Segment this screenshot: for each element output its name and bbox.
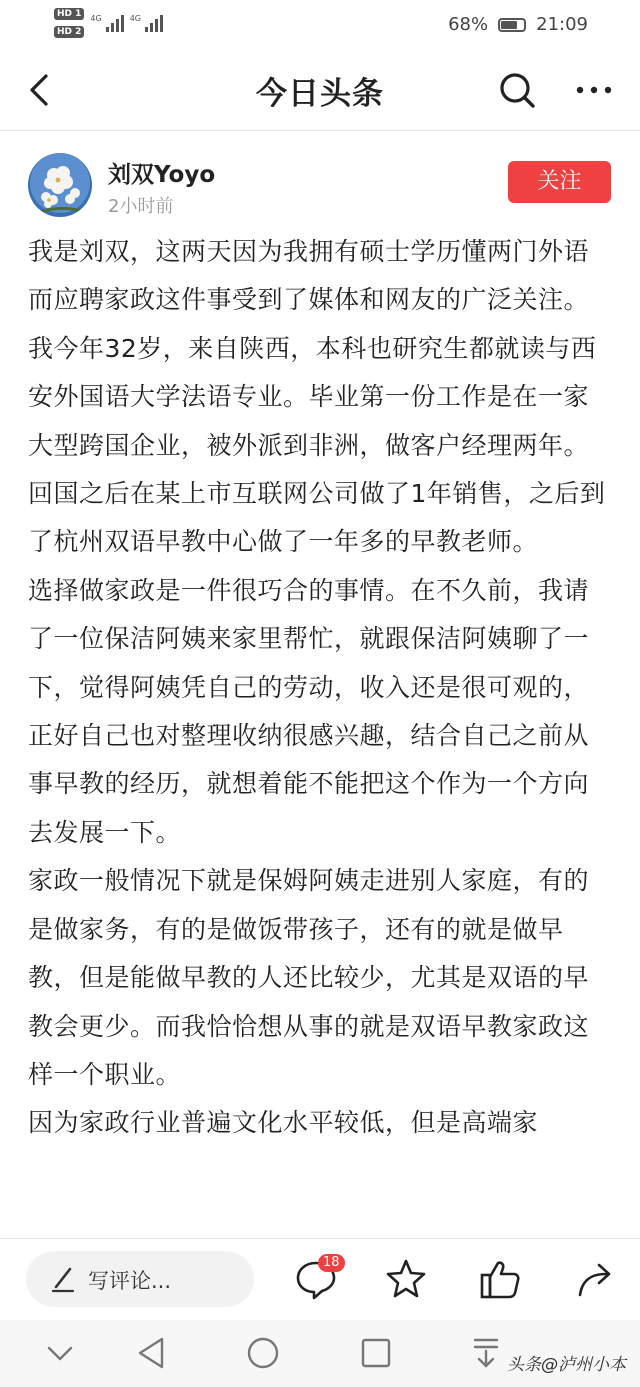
recent-apps-icon[interactable]: [360, 1337, 392, 1369]
article-paragraph: 我今年32岁，来自陕西，本科也研究生都就读与西安外国语大学法语专业。毕业第一份工作是在一家大型跨国企业，被外派到非洲，做客户经理两年。回国之后在某上市互联网公司做了1年销售，之后到了杭州双语早教中心做了一年多的早教老师。: [28, 333, 606, 557]
signal-icon: [90, 14, 123, 32]
pencil-icon: [50, 1265, 76, 1293]
avatar[interactable]: [28, 153, 92, 217]
download-icon[interactable]: [472, 1336, 500, 1370]
chevron-down-icon[interactable]: [46, 1340, 74, 1366]
article-paragraph: 我是刘双，这两天因为我拥有硕士学历懂两门外语而应聘家政这件事受到了媒体和网友的广泛关注。: [28, 237, 590, 315]
top-nav: [0, 50, 640, 131]
comment-count-badge: 18: [318, 1254, 345, 1272]
back-triangle-icon[interactable]: [136, 1336, 166, 1370]
star-icon[interactable]: [384, 1257, 428, 1301]
network1-label: 4G: [90, 14, 102, 23]
clock: 21:09: [536, 14, 588, 35]
share-icon[interactable]: [574, 1257, 618, 1301]
thumbs-up-icon[interactable]: [478, 1257, 522, 1301]
sim2-label: HD 2: [54, 26, 84, 38]
article-paragraph: 选择做家政是一件很巧合的事情。在不久前，我请了一位保洁阿姨来家里帮忙，就跟保洁阿姨聊了一下，觉得阿姨凭自己的劳动，收入还是很可观的，正好自己也对整理收纳很感兴趣，结合自己之前从事早教的经历，就想着能不能把这个作为一个方向去发展一下。: [28, 575, 590, 847]
battery-percent: 68%: [448, 14, 489, 35]
author-name[interactable]: 刘双Yoyo: [108, 162, 216, 188]
watermark: 头条@泸州小本: [507, 1355, 626, 1375]
home-circle-icon[interactable]: [246, 1336, 280, 1370]
action-bar: [0, 1238, 640, 1321]
article-paragraph: 家政一般情况下就是保姆阿姨走进别人家庭，有的是做家务，有的是做饭带孩子，还有的就是做早教，但是能做早教的人还比较少，尤其是双语的早教会更少。而我恰恰想从事的就是双语早教家政这样一个职业。: [28, 866, 590, 1089]
more-icon[interactable]: [574, 70, 614, 110]
sim1-label: HD 1: [54, 8, 84, 20]
network2-label: 4G: [129, 14, 141, 23]
signal-area: [54, 8, 163, 38]
battery-icon: [498, 18, 526, 32]
search-icon[interactable]: [497, 70, 537, 110]
article-paragraph: 因为家政行业普遍文化水平较低，但是高端家: [28, 1108, 539, 1138]
post-time: 2小时前: [108, 196, 174, 217]
page-title: 今日头条: [256, 76, 384, 112]
follow-button[interactable]: 关注: [508, 161, 611, 203]
signal-icon-2: [130, 14, 163, 32]
status-bar: [0, 0, 640, 50]
article-body: [28, 228, 613, 1240]
comment-placeholder: 写评论...: [88, 1269, 172, 1293]
comment-input[interactable]: [26, 1251, 254, 1307]
